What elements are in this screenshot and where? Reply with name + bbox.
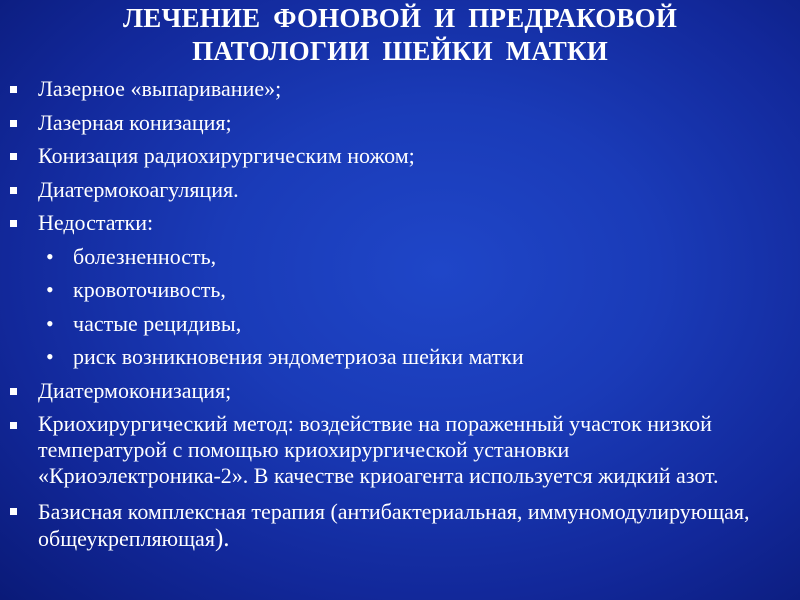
dot-bullet-icon: • (46, 243, 54, 269)
list-item-text: Криохирургический метод: воздействие на пораженный участок низкой температурой с помощью криохирургической установки «Криоэлектроника-2». В качестве криоагента используется жидкий азот. (38, 411, 719, 488)
square-bullet-icon (10, 187, 17, 194)
list-item-text: Диатермокоагуляция. (38, 176, 239, 202)
sub-list-item-text: кровоточивость, (73, 277, 226, 302)
list-item (0, 378, 800, 403)
square-bullet-icon (10, 120, 17, 127)
list-item (0, 498, 800, 552)
list-item (0, 411, 800, 489)
list-item-text: Диатермоконизация; (38, 377, 232, 403)
slide-title-line-2: ПАТОЛОГИИ ШЕЙКИ МАТКИ (192, 36, 608, 66)
sub-list-item (0, 244, 800, 269)
square-bullet-icon (10, 422, 17, 429)
slide-title-line-1: ЛЕЧЕНИЕ ФОНОВОЙ И ПРЕДРАКОВОЙ (122, 3, 678, 33)
list-item-text-tail: ). (214, 524, 230, 552)
dot-bullet-icon: • (46, 277, 54, 302)
list-item-text: Лазерное «выпаривание»; (38, 76, 282, 101)
sub-list-item-text: риск возникновения эндометриоза шейки матки (73, 344, 524, 369)
dot-bullet-icon: • (46, 310, 54, 336)
list-item (0, 76, 800, 101)
list-item (0, 110, 800, 135)
square-bullet-icon (10, 508, 17, 515)
list-item (0, 210, 800, 235)
sub-list-item (0, 311, 800, 336)
list-item-text: Конизация радиохирургическим ножом; (38, 143, 415, 168)
dot-bullet-icon: • (46, 344, 54, 369)
square-bullet-icon (10, 388, 17, 395)
square-bullet-icon (10, 153, 17, 160)
sub-list-item-text: болезненность, (73, 243, 217, 269)
sub-list-item (0, 344, 800, 369)
list-item-text: Базисная комплексная терапия (антибактериальная, иммуномодулирующая, общеукрепляющая (38, 498, 750, 551)
list-item-text: Недостатки: (38, 210, 154, 235)
list-item-text: Лазерная конизация; (38, 109, 232, 135)
square-bullet-icon (10, 220, 17, 227)
sub-list-item-text: частые рецидивы, (73, 310, 242, 336)
bullet-list (0, 76, 800, 560)
list-item (0, 177, 800, 202)
slide-title (0, 2, 800, 68)
square-bullet-icon (10, 86, 17, 93)
sub-list-item (0, 277, 800, 302)
list-item (0, 143, 800, 168)
